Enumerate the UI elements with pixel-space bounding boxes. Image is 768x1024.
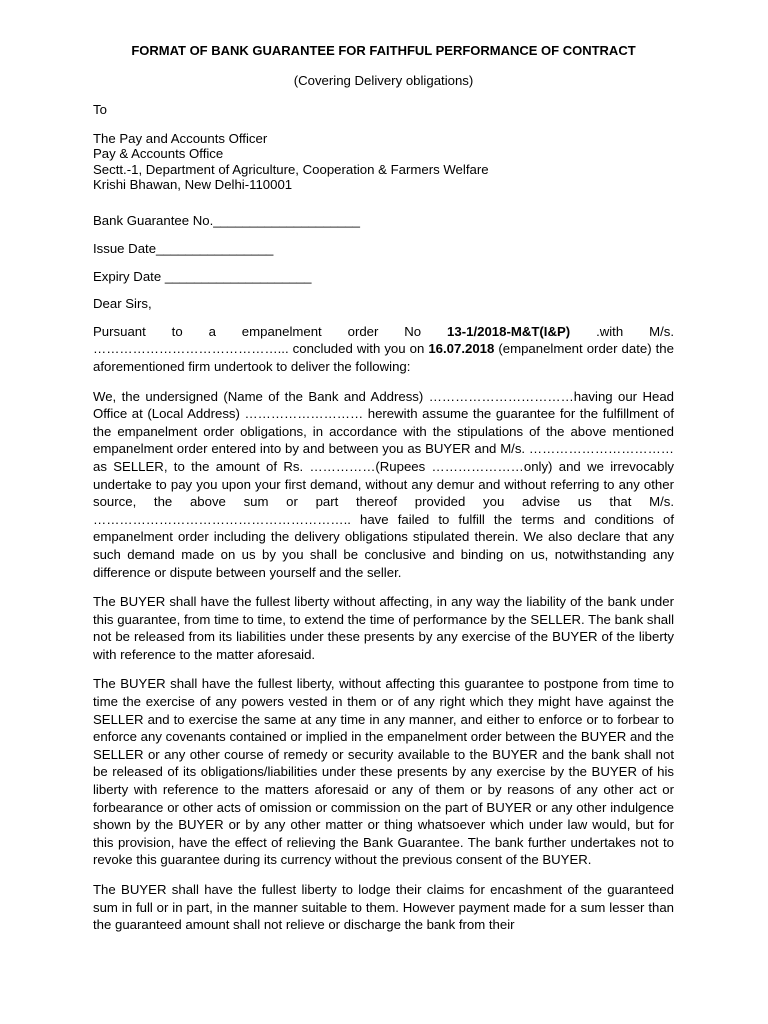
paragraph-empanelment-order [93,323,674,376]
order-date: 16.07.2018 [428,341,495,357]
address-line: Krishi Bhawan, New Delhi-110001 [93,177,293,192]
para1-text-a: Pursuant to a empanelment order No [93,323,448,339]
order-number: 13-1/2018-M&T(I&P) [447,323,571,339]
paragraph-extension-liberty: The BUYER shall have the fullest liberty without affecting, in any way the liability of the bank under this guarantee, from time to time, to extend the time of performance by the SELLER. The bank shall not be released from its liabilities under these presents by any exercise of the BUYER of the liberty with reference to the matter aforesaid. [93,594,674,662]
recipient-to: To [93,102,107,118]
expiry-date-field: Expiry Date ____________________ [93,268,312,284]
paragraph-guarantee-undertaking: We, the undersigned (Name of the Bank and Address) ……………………………having our Head Office at (Local Address) ……………………… herewith assume the guarantee for the fulfillment of the empanelment order obligations, in accordance with the stipulations of the above mentioned empanelment order entered into by and between you as BUYER and M/s. …………………………… as SELLER, to the amount of Rs. ……………(Rupees …………………only) and we irrevocably undertake to pay you upon your first demand, without any demur and without referring to any other source, the above sum or part thereof provided you advise us that M/s. ………………………………………………….. have failed to fulfill the terms and conditions of empanelment order including the delivery obligations stipulated therein. We also declare that any such demand made on us by you shall be conclusive and binding on us, notwithstanding any difference or dispute between yourself and the seller. [93,388,674,580]
document-title: FORMAT OF BANK GUARANTEE FOR FAITHFUL PERFORMANCE OF CONTRACT [131,43,636,58]
recipient-address [93,131,674,193]
paragraph-encashment-claims: The BUYER shall have the fullest liberty to lodge their claims for encashment of the guaranteed sum in full or in part, in the manner suitable to them. However payment made for a sum lesser than the guaranteed amount shall not relieve or discharge the bank from their [93,882,674,933]
address-line: Pay & Accounts Office [93,146,224,162]
paragraph-postpone-liberty: The BUYER shall have the fullest liberty, without affecting this guarantee to postpone from time to time the exercise of any powers vested in them or of any right which they might have against the SELLER and to exercise the same at any time in any manner, and either to enforce or to forbear to enforce any covenants contained or implied in the empanelment order between the BUYER and the SELLER or any other course of remedy or security available to the BUYER and the bank shall not be released of its obligations/liabilities under these presents by any exercise by the BUYER of his liberty with reference to the matters aforesaid or any of them or by reasons of any other act or forbearance or other acts of omission or commission on the part of BUYER or any other indulgence shown by the BUYER or by any other matter or thing whatsoever which under law would, but for this provision, have the effect of relieving the Bank Guarantee. The bank further undertakes not to revoke this guarantee during its currency without the previous consent of the BUYER. [93,676,674,868]
para1-text-b: .with M/s. ……………………………………... concluded with you on [93,323,674,357]
para1-text-c: (empanelment order date) the aforementioned firm undertook to deliver the following: [93,341,674,374]
issue-date-field: Issue Date________________ [93,241,274,256]
salutation: Dear Sirs, [93,296,152,312]
bank-guarantee-no-field: Bank Guarantee No.____________________ [93,213,360,229]
address-line: The Pay and Accounts Officer [93,130,268,146]
address-line: Sectt.-1, Department of Agriculture, Cooperation & Farmers Welfare [93,161,489,177]
document-subtitle: (Covering Delivery obligations) [293,72,474,88]
